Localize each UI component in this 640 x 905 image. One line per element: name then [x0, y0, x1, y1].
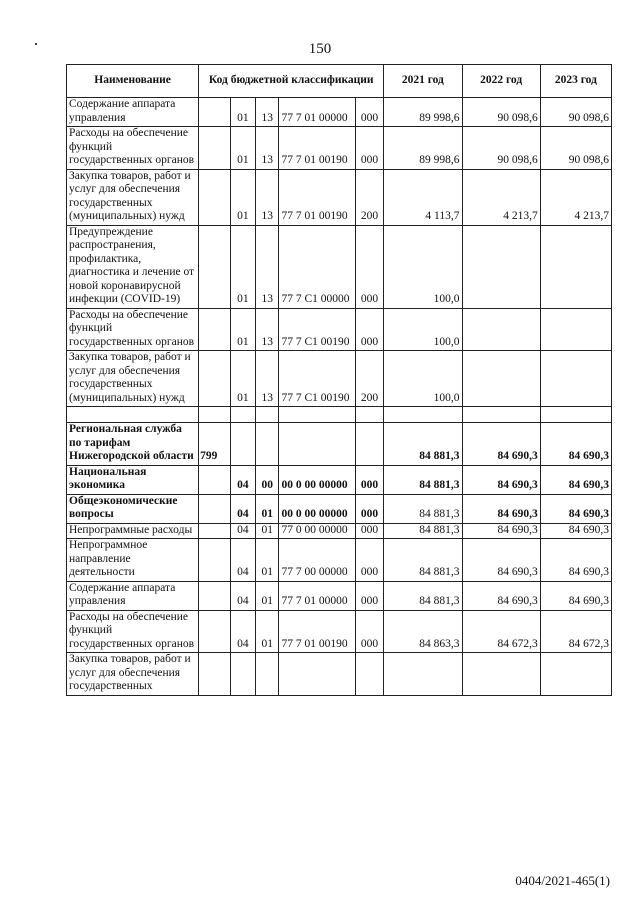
- row-name: Закупка товаров, работ и услуг для обеспечения государственных (муниципальных) нужд: [67, 169, 199, 225]
- row-subsection: 13: [256, 127, 279, 170]
- row-subsection: 01: [256, 581, 279, 610]
- row-target-article: [279, 653, 355, 696]
- row-subsection: [256, 423, 279, 466]
- budget-table: [66, 64, 612, 696]
- row-2022: 84 690,3: [462, 523, 540, 539]
- row-target-article: 77 7 00 00000: [279, 539, 355, 582]
- row-2021: 84 881,3: [384, 465, 462, 494]
- row-2023: [540, 351, 611, 407]
- table-row: [67, 225, 612, 308]
- row-target-article: 77 7 01 00190: [279, 610, 355, 653]
- row-2022: 84 690,3: [462, 494, 540, 523]
- row-2023: 4 213,7: [540, 169, 611, 225]
- row-expense-type: 000: [355, 465, 384, 494]
- row-section: 01: [230, 169, 255, 225]
- table-header-row: [67, 65, 612, 98]
- row-name: Расходы на обеспечение функций государственных органов: [67, 610, 199, 653]
- row-section: 04: [230, 610, 255, 653]
- row-2023: [540, 308, 611, 351]
- row-subsection: 13: [256, 98, 279, 127]
- row-expense-type: 000: [355, 581, 384, 610]
- row-section: 01: [230, 225, 255, 308]
- row-section: 01: [230, 351, 255, 407]
- row-expense-type: [355, 653, 384, 696]
- row-name: Региональная служба по тарифам Нижегородской области: [67, 423, 199, 466]
- row-target-article: [279, 423, 355, 466]
- row-name: Непрограммные расходы: [67, 523, 199, 539]
- row-section: 01: [230, 308, 255, 351]
- row-expense-type: 200: [355, 169, 384, 225]
- row-2022: 84 690,3: [462, 581, 540, 610]
- row-dept: [199, 169, 231, 225]
- row-2021: 89 998,6: [384, 98, 462, 127]
- row-2022: 84 690,3: [462, 539, 540, 582]
- row-subsection: 01: [256, 494, 279, 523]
- row-dept: [199, 225, 231, 308]
- row-name: Содержание аппарата управления: [67, 98, 199, 127]
- row-2022: 84 672,3: [462, 610, 540, 653]
- row-expense-type: 000: [355, 127, 384, 170]
- row-expense-type: 000: [355, 225, 384, 308]
- table-row: [67, 494, 612, 523]
- row-2023: 90 098,6: [540, 98, 611, 127]
- row-2023: 84 690,3: [540, 523, 611, 539]
- row-section: 04: [230, 581, 255, 610]
- header-2023: 2023 год: [540, 65, 611, 98]
- row-2023: 90 098,6: [540, 127, 611, 170]
- row-name: Расходы на обеспечение функций государственных органов: [67, 127, 199, 170]
- row-2021: [384, 653, 462, 696]
- row-target-article: 00 0 00 00000: [279, 494, 355, 523]
- row-section: 04: [230, 465, 255, 494]
- row-dept: [199, 653, 231, 696]
- row-2021: 84 881,3: [384, 494, 462, 523]
- row-subsection: 13: [256, 351, 279, 407]
- row-subsection: 00: [256, 465, 279, 494]
- row-subsection: 01: [256, 539, 279, 582]
- header-code: Код бюджетной классификации: [199, 65, 384, 98]
- row-subsection: 01: [256, 523, 279, 539]
- row-2023: 84 690,3: [540, 423, 611, 466]
- row-dept: [199, 351, 231, 407]
- row-section: 01: [230, 127, 255, 170]
- row-2022: 84 690,3: [462, 423, 540, 466]
- table-row: [67, 610, 612, 653]
- table-row: [67, 423, 612, 466]
- row-2022: [462, 653, 540, 696]
- row-2022: [462, 351, 540, 407]
- table-row: [67, 98, 612, 127]
- table-row: [67, 539, 612, 582]
- document-code: 0404/2021-465(1): [515, 873, 610, 888]
- row-section: 04: [230, 523, 255, 539]
- row-dept: [199, 465, 231, 494]
- row-2021: 84 881,3: [384, 581, 462, 610]
- row-2022: 90 098,6: [462, 98, 540, 127]
- row-dept: [199, 539, 231, 582]
- table-row: [67, 581, 612, 610]
- table-row: [67, 351, 612, 407]
- table-row: [67, 465, 612, 494]
- row-expense-type: 000: [355, 539, 384, 582]
- row-2022: 84 690,3: [462, 465, 540, 494]
- row-expense-type: [355, 423, 384, 466]
- row-name: Национальная экономика: [67, 465, 199, 494]
- row-subsection: 13: [256, 225, 279, 308]
- row-target-article: 77 7 С1 00000: [279, 225, 355, 308]
- row-2023: 84 690,3: [540, 465, 611, 494]
- empty-row: [67, 407, 612, 423]
- row-dept: 799: [199, 423, 231, 466]
- row-expense-type: 000: [355, 610, 384, 653]
- row-target-article: 77 7 01 00190: [279, 127, 355, 170]
- row-name: Содержание аппарата управления: [67, 581, 199, 610]
- row-2022: 4 213,7: [462, 169, 540, 225]
- row-2023: 84 672,3: [540, 610, 611, 653]
- row-2023: [540, 225, 611, 308]
- row-2021: 100,0: [384, 225, 462, 308]
- header-name: Наименование: [67, 65, 199, 98]
- row-expense-type: 000: [355, 98, 384, 127]
- header-2021: 2021 год: [384, 65, 462, 98]
- row-2021: 100,0: [384, 351, 462, 407]
- row-expense-type: 200: [355, 351, 384, 407]
- row-2021: 4 113,7: [384, 169, 462, 225]
- row-section: [230, 423, 255, 466]
- row-dept: [199, 523, 231, 539]
- row-dept: [199, 308, 231, 351]
- row-dept: [199, 494, 231, 523]
- row-expense-type: 000: [355, 494, 384, 523]
- row-expense-type: 000: [355, 523, 384, 539]
- row-section: 04: [230, 539, 255, 582]
- row-2022: 90 098,6: [462, 127, 540, 170]
- table-row: [67, 169, 612, 225]
- row-2023: 84 690,3: [540, 494, 611, 523]
- row-2022: [462, 225, 540, 308]
- row-2022: [462, 308, 540, 351]
- row-name: Закупка товаров, работ и услуг для обеспечения государственных: [67, 653, 199, 696]
- row-2021: 89 998,6: [384, 127, 462, 170]
- row-section: 04: [230, 494, 255, 523]
- table-row: [67, 523, 612, 539]
- row-target-article: 00 0 00 00000: [279, 465, 355, 494]
- row-dept: [199, 98, 231, 127]
- row-name: Закупка товаров, работ и услуг для обеспечения государственных (муниципальных) нужд: [67, 351, 199, 407]
- row-2021: 84 881,3: [384, 423, 462, 466]
- row-target-article: 77 7 01 00000: [279, 98, 355, 127]
- page-number: 150: [308, 41, 332, 57]
- row-name: Общеэкономические вопросы: [67, 494, 199, 523]
- header-2022: 2022 год: [462, 65, 540, 98]
- table-row: [67, 127, 612, 170]
- row-dept: [199, 127, 231, 170]
- row-subsection: [256, 653, 279, 696]
- row-2021: 84 863,3: [384, 610, 462, 653]
- table-row: [67, 308, 612, 351]
- row-target-article: 77 7 С1 00190: [279, 351, 355, 407]
- row-name: Расходы на обеспечение функций государственных органов: [67, 308, 199, 351]
- row-2023: 84 690,3: [540, 539, 611, 582]
- row-expense-type: 000: [355, 308, 384, 351]
- row-name: Непрограммное направление деятельности: [67, 539, 199, 582]
- row-subsection: 01: [256, 610, 279, 653]
- row-target-article: 77 7 01 00000: [279, 581, 355, 610]
- row-2023: [540, 653, 611, 696]
- row-2021: 84 881,3: [384, 523, 462, 539]
- row-2021: 84 881,3: [384, 539, 462, 582]
- row-2023: 84 690,3: [540, 581, 611, 610]
- row-name: Предупреждение распространения, профилактика, диагностика и лечение от новой коронавирусной инфекции (COVID-19): [67, 225, 199, 308]
- row-section: [230, 653, 255, 696]
- row-target-article: 77 7 01 00190: [279, 169, 355, 225]
- row-dept: [199, 610, 231, 653]
- row-subsection: 13: [256, 308, 279, 351]
- row-section: 01: [230, 98, 255, 127]
- row-2021: 100,0: [384, 308, 462, 351]
- row-dept: [199, 581, 231, 610]
- row-subsection: 13: [256, 169, 279, 225]
- row-target-article: 77 0 00 00000: [279, 523, 355, 539]
- row-target-article: 77 7 С1 00190: [279, 308, 355, 351]
- table-row: [67, 653, 612, 696]
